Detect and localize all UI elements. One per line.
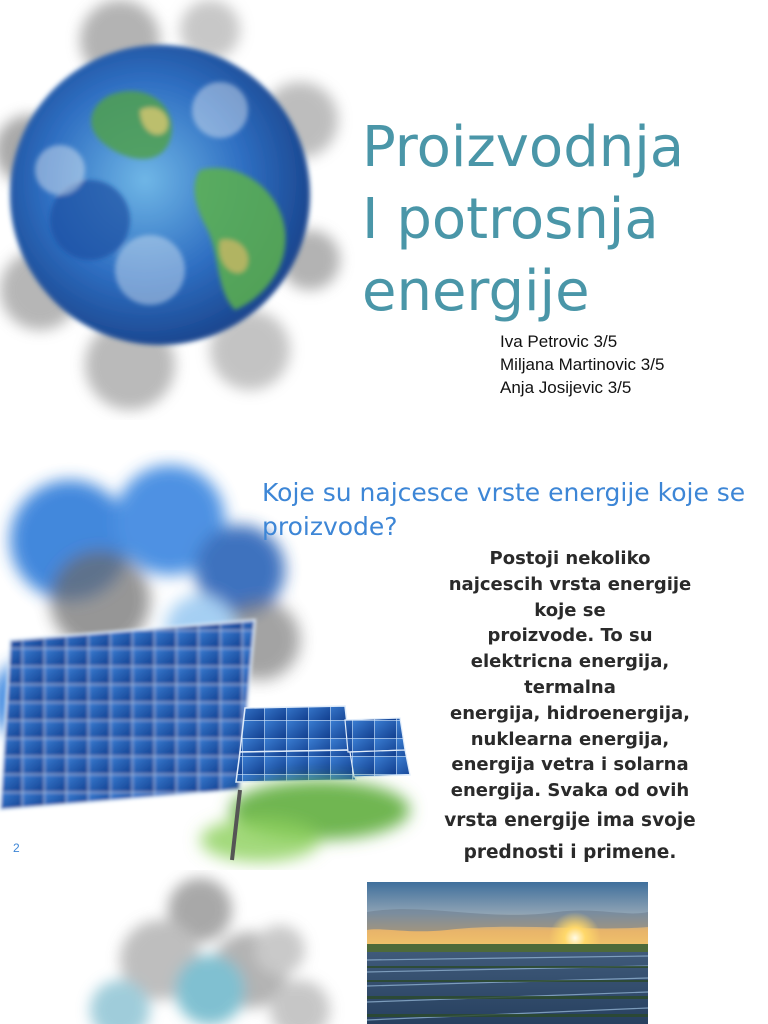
watercolor-landscape-image [60, 870, 360, 1024]
question-line-2: proizvode? [262, 512, 398, 541]
slide-solar-farm [0, 870, 768, 1024]
solar-farm-sunset-photo [367, 882, 648, 1024]
page-number: 2 [13, 841, 20, 855]
answer-line: koje se [534, 599, 606, 621]
author-1: Iva Petrovic 3/5 [500, 332, 618, 351]
answer-line: energija. Svaka od ovih [450, 780, 690, 802]
answer-line: proizvode. To su [487, 625, 653, 647]
answer-text [420, 546, 720, 868]
answer-line: vrsta energije ima svoje [444, 809, 696, 831]
author-3: Anja Josijevic 3/5 [500, 378, 632, 397]
title-line-2: I potrosnja [362, 187, 659, 252]
answer-line: termalna [524, 676, 616, 698]
answer-line: elektricna energija, [470, 651, 670, 673]
answer-line: Postoji nekoliko [489, 548, 651, 569]
author-list [500, 330, 664, 399]
title-line-3: energije [362, 259, 590, 324]
slide-question [262, 476, 768, 544]
slide-title [0, 0, 768, 440]
presentation-title [362, 112, 684, 328]
watercolor-globe-image [0, 0, 360, 420]
slide-energy-types [0, 440, 768, 870]
title-line-1: Proizvodnja [362, 115, 685, 180]
answer-line: energija, hidroenergija, [449, 702, 690, 724]
answer-line: energija vetra i solarna [451, 754, 689, 776]
answer-line: prednosti i primene. [463, 841, 677, 863]
answer-line: nuklearna energija, [470, 728, 670, 750]
question-line-1: Koje su najcesce vrste energije koje se [262, 478, 746, 507]
answer-line: najcescih vrsta energije [448, 573, 692, 595]
author-2: Miljana Martinovic 3/5 [500, 355, 665, 374]
